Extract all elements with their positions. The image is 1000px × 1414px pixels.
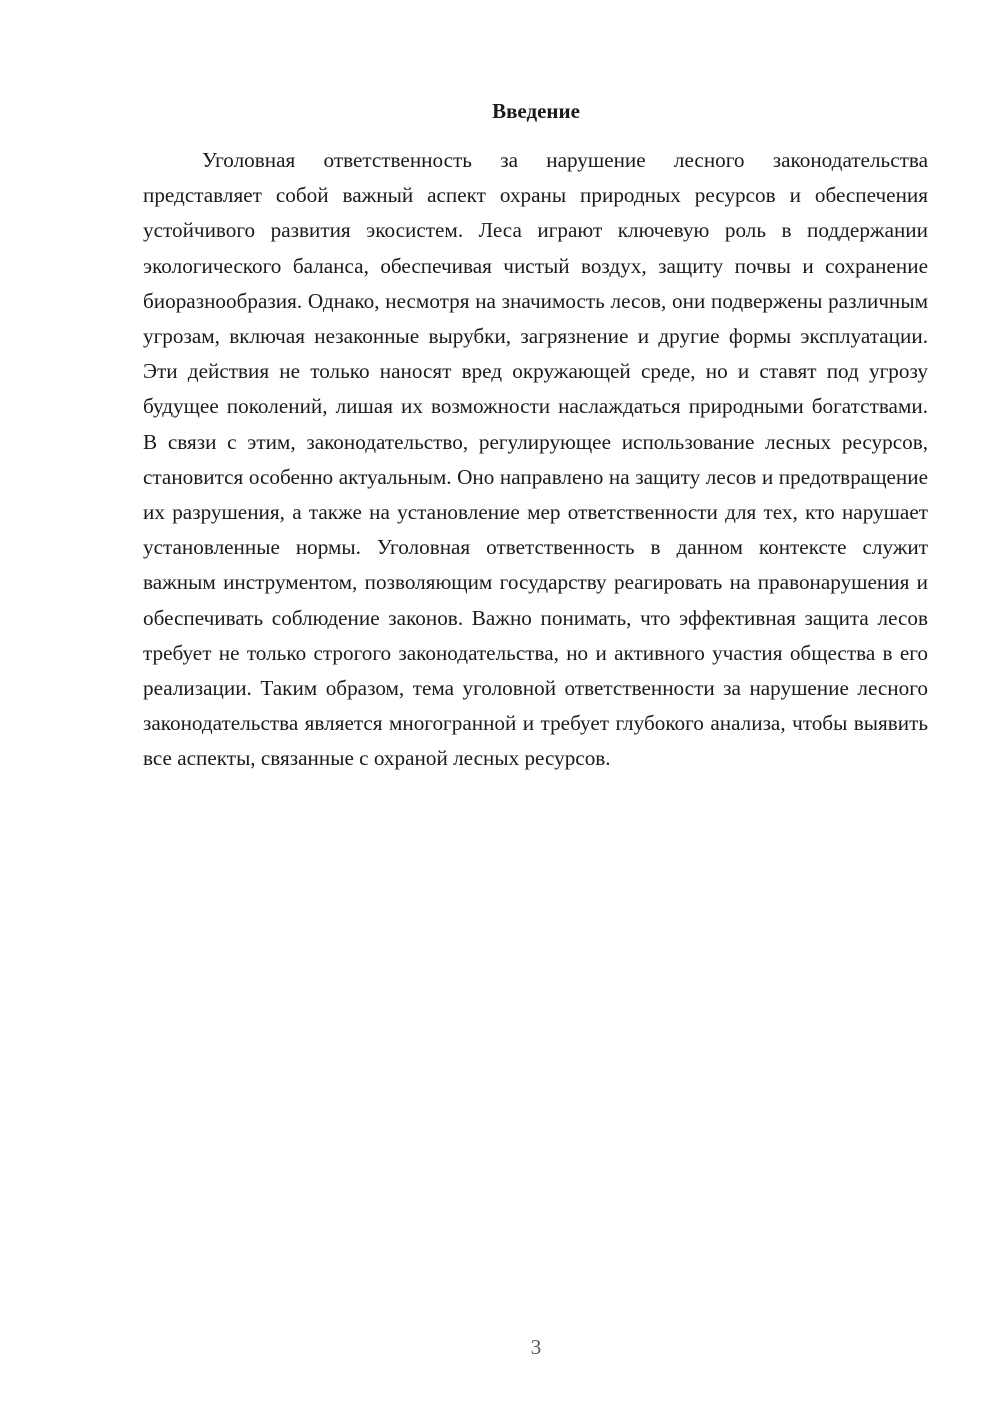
section-heading: Введение (492, 99, 580, 123)
page-number: 3 (530, 1335, 542, 1359)
body-paragraph: Уголовная ответственность за нарушение лесного законодательства представляет собой важный аспект охраны природных ресурсов и обеспечения устойчивого развития экосистем. Леса играют ключевую роль в поддержании экологического баланса, обеспечивая чистый воздух, защиту почвы и сохранение биоразнообразия. Однако, несмотря на значимость лесов, они подвержены различным угрозам, включая незаконные вырубки, загрязнение и другие формы эксплуатации. Эти действия не только наносят вред окружающей среде, но и ставят под угрозу будущее поколений, лишая их возможности наслаждаться природными богатствами. В связи с этим, законодательство, регулирующее использование лесных ресурсов, становится особенно актуальным. Оно направлено на защиту лесов и предотвращение их разрушения, а также на установление мер ответственности для тех, кто нарушает установленные нормы. Уголовная ответственность в данном контексте служит важным инструментом, позволяющим государству реагировать на правонарушения и обеспечивать соблюдение законов. Важно понимать, что эффективная защита лесов требует не только строгого законодательства, но и активного участия общества в его реализации. Таким образом, тема уголовной ответственности за нарушение лесного законодательства является многогранной и требует глубокого анализа, чтобы выявить все аспекты, связанные с охраной лесных ресурсов. (143, 148, 928, 771)
